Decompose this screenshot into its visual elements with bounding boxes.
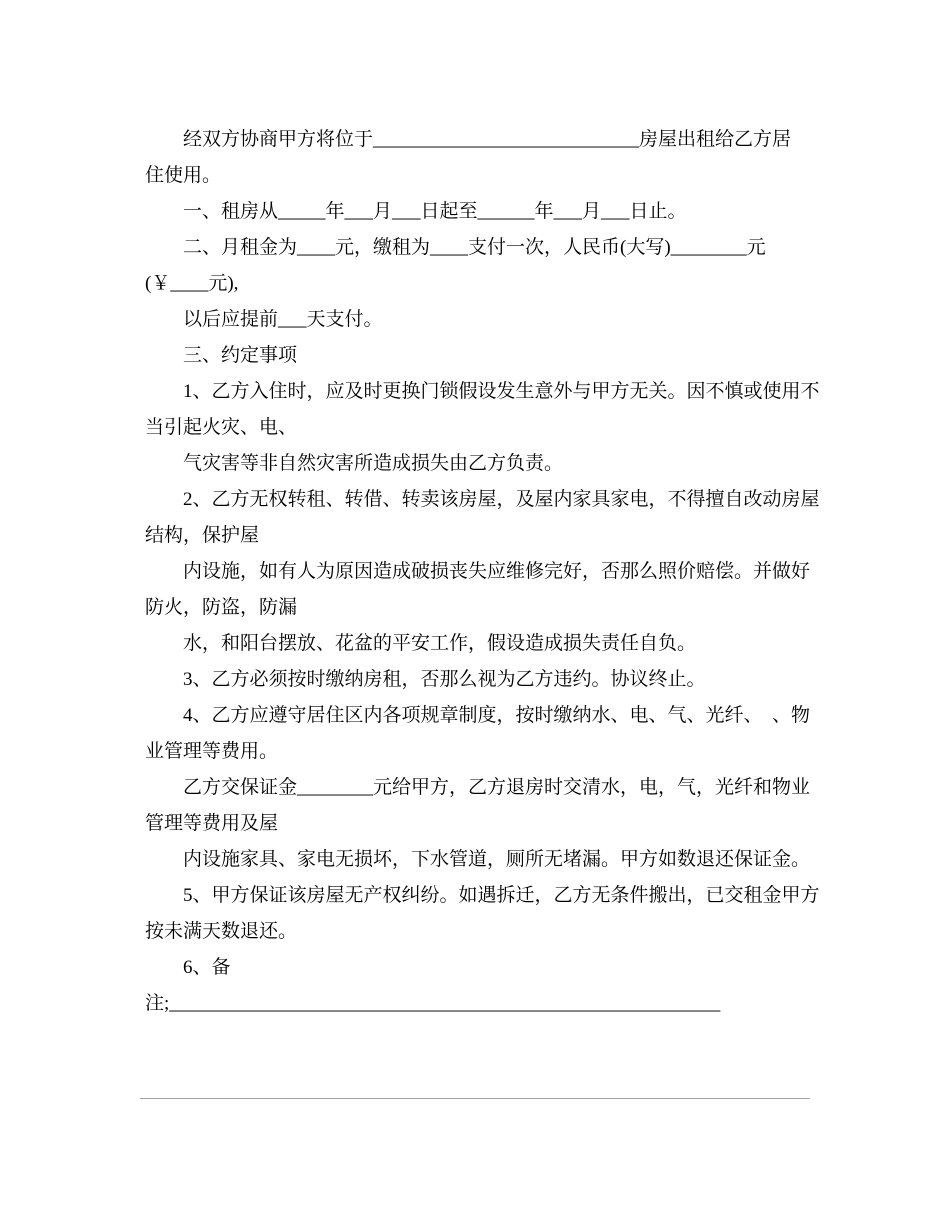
document-line: 1、乙方入住时，应及时更换门锁假设发生意外与甲方无关。因不慎或使用不 xyxy=(183,381,820,402)
document-line: 按未满天数退还。 xyxy=(145,921,298,942)
document-line: 3、乙方必须按时缴纳房租，否那么视为乙方违约。协议终止。 xyxy=(183,669,706,690)
document-line: 结构，保护屋 xyxy=(145,525,260,546)
document-line: 住使用。 xyxy=(145,165,222,186)
document-line: (￥____元), xyxy=(145,273,239,294)
document-line: 三、约定事项 xyxy=(183,345,298,366)
document-line: 5、甲方保证该房屋无产权纠纷。如遇拆迁，乙方无条件搬出，已交租金甲方 xyxy=(183,885,820,906)
document-line: 气灾害等非自然灾害所造成损失由乙方负责。 xyxy=(183,453,564,474)
document-line: 防火，防盗，防漏 xyxy=(145,597,298,618)
document-line: 当引起火灾、电、 xyxy=(145,417,298,438)
document-line: 一、租房从_____年___月___日起至______年___月___日止。 xyxy=(183,201,687,222)
document-line: 二、月租金为____元，缴租为____支付一次，人民币(大写)________元 xyxy=(183,237,766,258)
document-line: 以后应提前___天支付。 xyxy=(183,309,383,330)
document-line: 乙方交保证金________元给甲方，乙方退房时交清水，电，气，光纤和物业 xyxy=(183,777,811,798)
document-line: 2、乙方无权转租、转借、转卖该房屋，及屋内家具家电，不得擅自改动房屋 xyxy=(183,489,820,510)
document-line: 内设施家具、家电无损坏，下水管道，厕所无堵漏。甲方如数退还保证金。 xyxy=(183,849,811,870)
document-line: 内设施，如有人为原因造成破损丧失应维修完好，否那么照价赔偿。并做好 xyxy=(183,561,811,582)
document-line: 水，和阳台摆放、花盆的平安工作，假设造成损失责任自负。 xyxy=(183,633,697,654)
document-line: 管理等费用及屋 xyxy=(145,813,279,834)
footer-divider xyxy=(140,1098,810,1099)
document-line: 注;__________________________________________________________ xyxy=(145,993,721,1014)
document-line: 4、乙方应遵守居住区内各项规章制度，按时缴纳水、电、气、光纤、 、物 xyxy=(183,705,811,726)
document-line: 业管理等费用。 xyxy=(145,741,279,762)
document-line: 经双方协商甲方将位于____________________________房屋出租给乙方居 xyxy=(183,129,792,150)
document-line: 6、备 xyxy=(183,957,231,978)
